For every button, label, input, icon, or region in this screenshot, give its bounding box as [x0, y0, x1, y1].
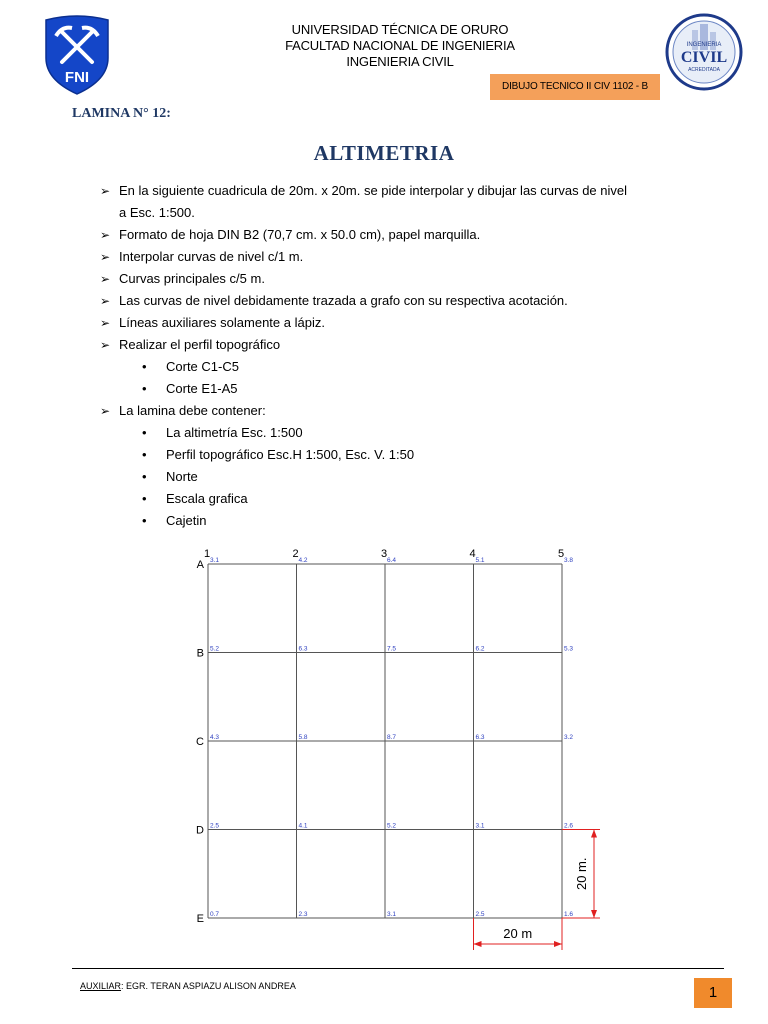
row-label: A	[196, 559, 204, 571]
instruction-text: Formato de hoja DIN B2 (70,7 cm. x 50.0 cm), papel marquilla.	[119, 227, 481, 242]
arrow-bullet-icon: ➢	[100, 228, 111, 242]
elevation-value: 3.8	[564, 557, 574, 564]
instruction-item	[100, 400, 680, 422]
elevation-value: 3.2	[564, 734, 574, 741]
dot-bullet-icon: •	[142, 381, 147, 396]
column-label: 5	[557, 548, 565, 560]
row-label: D	[196, 824, 204, 837]
elevation-value: 5.3	[564, 645, 574, 653]
elevation-value: 3.1	[475, 822, 485, 830]
elevation-value: 4.1	[298, 822, 308, 830]
instruction-item	[100, 378, 680, 400]
dot-bullet-icon: •	[142, 469, 147, 484]
faculty-name: FACULTAD NACIONAL DE INGENIERIA	[285, 38, 515, 53]
lamina-number: LAMINA N° 12:	[72, 106, 171, 121]
row-label: C	[196, 736, 204, 748]
fni-logo-text: FNI	[64, 69, 90, 86]
instruction-item	[100, 246, 680, 268]
instruction-item	[100, 356, 680, 378]
instruction-text: Cajetin	[166, 513, 207, 528]
column-label: 2	[292, 548, 299, 560]
column-label: 1	[203, 548, 211, 560]
instruction-item	[100, 510, 680, 532]
elevation-value: 2.5	[210, 822, 220, 830]
elevation-value: 6.2	[475, 645, 485, 653]
elevation-value: 2.3	[298, 911, 308, 918]
elevation-value: 1.6	[564, 911, 574, 918]
dot-bullet-icon: •	[142, 513, 147, 528]
footer-auxiliar	[80, 981, 296, 991]
instructions-list	[100, 180, 680, 532]
dimension-arrow-icon	[591, 910, 597, 918]
fni-logo	[42, 14, 112, 96]
arrow-bullet-icon: ➢	[100, 184, 111, 198]
elevation-value: 5.2	[210, 645, 220, 653]
auxiliar-label: AUXILIAR	[80, 981, 122, 991]
dimension-arrow-icon	[554, 941, 562, 947]
civil-logo-bottom: ACREDITADA	[688, 67, 720, 73]
instruction-text: Perfil topográfico Esc.H 1:500, Esc. V. 1:50	[166, 447, 415, 462]
instruction-item	[100, 488, 680, 510]
instruction-text: Curvas principales c/5 m.	[119, 271, 265, 286]
instruction-text: Corte C1-C5	[166, 359, 239, 374]
instruction-item	[100, 312, 680, 334]
instruction-text: Norte	[166, 469, 198, 484]
arrow-bullet-icon: ➢	[100, 316, 111, 330]
instruction-text: La lamina debe contener:	[119, 403, 266, 418]
course-badge: DIBUJO TECNICO II CIV 1102 - B	[490, 74, 660, 100]
dimension-arrow-icon	[591, 830, 597, 838]
auxiliar-name: : EGR. TERAN ASPIAZU ALISON ANDREA	[121, 981, 296, 991]
elevation-value: 7.5	[387, 645, 397, 653]
elevation-grid	[180, 538, 610, 958]
arrow-bullet-icon: ➢	[100, 404, 111, 418]
instruction-item	[100, 334, 680, 356]
instruction-text: Realizar el perfil topográfico	[119, 337, 281, 352]
column-label: 4	[469, 548, 476, 560]
career-name: INGENIERIA CIVIL	[346, 54, 454, 69]
dimension-vertical-label: 20 m.	[574, 857, 589, 891]
elevation-value: 6.4	[387, 557, 397, 564]
instruction-text: Líneas auxiliares solamente a lápiz.	[119, 315, 325, 330]
column-label: 3	[380, 548, 388, 560]
dot-bullet-icon: •	[142, 447, 147, 462]
instruction-item	[100, 180, 680, 202]
footer-divider	[72, 968, 724, 969]
civil-logo	[664, 12, 744, 92]
instruction-text: Las curvas de nivel debidamente trazada a grafo con su respectiva acotación.	[119, 293, 568, 308]
instruction-item	[100, 268, 680, 290]
elevation-value: 2.6	[564, 822, 574, 830]
elevation-value: 4.2	[298, 557, 308, 564]
elevation-value: 3.1	[210, 557, 220, 564]
dimension-horizontal-label: 20 m	[503, 926, 533, 941]
arrow-bullet-icon: ➢	[100, 294, 111, 308]
instruction-item	[100, 224, 680, 246]
elevation-value: 3.1	[387, 911, 397, 918]
instruction-text: Interpolar curvas de nivel c/1 m.	[119, 249, 304, 264]
instruction-item	[100, 422, 680, 444]
arrow-bullet-icon: ➢	[100, 250, 111, 264]
instruction-item	[100, 290, 680, 312]
elevation-value: 4.3	[210, 734, 220, 741]
instruction-text: a Esc. 1:500.	[119, 205, 195, 220]
dot-bullet-icon: •	[142, 425, 147, 440]
dot-bullet-icon: •	[142, 491, 147, 506]
instruction-item	[100, 202, 680, 224]
page-title: ALTIMETRIA	[313, 141, 455, 165]
instruction-text: Escala grafica	[166, 491, 248, 506]
university-name: UNIVERSIDAD TÉCNICA DE ORURO	[291, 22, 509, 37]
instruction-text: Corte E1-A5	[166, 381, 238, 396]
instruction-item	[100, 466, 680, 488]
row-label: E	[196, 913, 204, 925]
civil-logo-text: CIVIL	[680, 49, 728, 66]
dimension-arrow-icon	[474, 941, 482, 947]
civil-logo-top: INGENIERIA	[686, 42, 722, 48]
instruction-item	[100, 444, 680, 466]
instruction-text: La altimetría Esc. 1:500	[166, 425, 303, 440]
elevation-value: 8.7	[387, 734, 397, 741]
elevation-value: 5.1	[475, 557, 485, 564]
instruction-text: En la siguiente cuadricula de 20m. x 20m. se pide interpolar y dibujar las curvas de nivel	[119, 183, 627, 198]
arrow-bullet-icon: ➢	[100, 272, 111, 286]
page-number: 1	[694, 978, 732, 1008]
elevation-value: 5.8	[298, 734, 308, 741]
elevation-value: 0.7	[210, 911, 220, 918]
elevation-value: 5.2	[387, 822, 397, 830]
dot-bullet-icon: •	[142, 359, 147, 374]
row-label: B	[196, 647, 204, 660]
elevation-value: 2.5	[475, 911, 485, 918]
elevation-value: 6.3	[298, 645, 308, 653]
institution-header	[190, 22, 610, 70]
arrow-bullet-icon: ➢	[100, 338, 111, 352]
elevation-value: 6.3	[475, 734, 485, 741]
